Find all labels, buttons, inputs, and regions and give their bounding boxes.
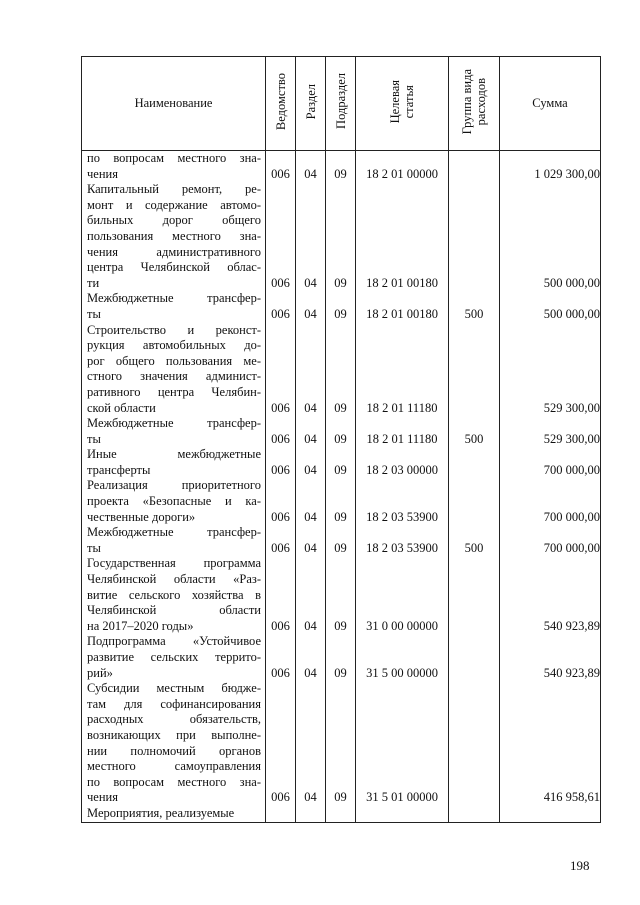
- row-podrazdel: 09: [326, 291, 356, 322]
- row-name-line: Межбюджетные трансфер-: [87, 291, 261, 306]
- row-sum: 1 029 300,00: [500, 151, 601, 183]
- row-sum: 540 923,89: [500, 556, 601, 634]
- table-row: [82, 806, 601, 822]
- row-name-line: расходных обязательств,: [87, 712, 261, 727]
- row-name-line: Межбюджетные трансфер-: [87, 416, 261, 431]
- row-sum: 416 958,61: [500, 681, 601, 806]
- budget-table: [81, 56, 601, 823]
- row-group: [449, 681, 500, 806]
- row-vedomstvo: 006: [266, 447, 296, 478]
- row-razdel: 04: [296, 151, 326, 183]
- row-name-line: бильных дорог общего: [87, 213, 261, 228]
- row-podrazdel: 09: [326, 151, 356, 183]
- row-vedomstvo: 006: [266, 525, 296, 556]
- row-target: 31 5 00 00000: [356, 634, 449, 681]
- row-razdel: 04: [296, 447, 326, 478]
- row-target: 31 5 01 00000: [356, 681, 449, 806]
- table-row: [82, 416, 601, 447]
- row-group: [449, 806, 500, 822]
- row-name-line: ты: [87, 431, 101, 446]
- row-name-line: нии полномочий органов: [87, 743, 261, 758]
- row-name-line: рукция автомобильных до-: [87, 338, 261, 353]
- row-name-line: Подпрограмма «Устойчивое: [87, 634, 261, 649]
- row-name-line: на 2017–2020 годы»: [87, 618, 194, 633]
- row-target: 18 2 01 00180: [356, 182, 449, 291]
- row-name-line: чения административного: [87, 244, 261, 259]
- table-row: [82, 151, 601, 183]
- header-name: Наименование: [82, 57, 266, 151]
- page-number: 198: [570, 858, 590, 873]
- row-name-cell: [82, 806, 266, 822]
- header-razdel: Раздел: [296, 57, 326, 151]
- row-vedomstvo: 006: [266, 556, 296, 634]
- row-target: 18 2 03 00000: [356, 447, 449, 478]
- row-group: 500: [449, 525, 500, 556]
- row-vedomstvo: 006: [266, 151, 296, 183]
- header-target: Целевая статья: [356, 57, 449, 151]
- row-name-line: ративного центра Челябин-: [87, 384, 261, 399]
- row-name-cell: [82, 416, 266, 447]
- row-name-cell: [82, 291, 266, 322]
- row-razdel: [296, 806, 326, 822]
- row-name-line: Капитальный ремонт, ре-: [87, 182, 261, 197]
- row-group: [449, 323, 500, 417]
- row-target: 18 2 01 00000: [356, 151, 449, 183]
- row-name-line: ты: [87, 540, 101, 555]
- row-name-cell: [82, 323, 266, 417]
- row-razdel: 04: [296, 556, 326, 634]
- row-vedomstvo: 006: [266, 634, 296, 681]
- row-name-line: рий»: [87, 665, 113, 680]
- row-name-cell: [82, 447, 266, 478]
- table-body: [82, 151, 601, 823]
- row-target: 31 0 00 00000: [356, 556, 449, 634]
- row-name-cell: [82, 525, 266, 556]
- table-header-row: [82, 57, 601, 151]
- row-razdel: 04: [296, 416, 326, 447]
- row-name-line: ты: [87, 306, 101, 321]
- row-podrazdel: 09: [326, 478, 356, 525]
- row-razdel: 04: [296, 525, 326, 556]
- row-group: 500: [449, 416, 500, 447]
- row-group: [449, 634, 500, 681]
- row-target: 18 2 03 53900: [356, 525, 449, 556]
- row-name-line: витие сельского хозяйства в: [87, 587, 261, 602]
- row-podrazdel: 09: [326, 556, 356, 634]
- row-name-line: по вопросам местного зна-: [87, 774, 261, 789]
- row-vedomstvo: 006: [266, 182, 296, 291]
- row-name-cell: [82, 556, 266, 634]
- row-sum: 529 300,00: [500, 416, 601, 447]
- row-name-line: Строительство и реконст-: [87, 322, 261, 337]
- row-sum: 540 923,89: [500, 634, 601, 681]
- row-sum: 700 000,00: [500, 525, 601, 556]
- row-name-line: чения: [87, 166, 118, 181]
- table-row: [82, 447, 601, 478]
- row-name-line: по вопросам местного зна-: [87, 151, 261, 165]
- row-name-cell: [82, 478, 266, 525]
- row-razdel: 04: [296, 478, 326, 525]
- row-razdel: 04: [296, 634, 326, 681]
- header-vedomstvo: Ведомство: [266, 57, 296, 151]
- row-target: 18 2 01 11180: [356, 323, 449, 417]
- row-name-line: там для софинансирования: [87, 696, 261, 711]
- row-name-line: центра Челябинской облас-: [87, 260, 261, 275]
- row-group: [449, 478, 500, 525]
- row-razdel: 04: [296, 681, 326, 806]
- row-podrazdel: 09: [326, 681, 356, 806]
- row-target: 18 2 01 00180: [356, 291, 449, 322]
- row-name-line: Субсидии местным бюдже-: [87, 681, 261, 696]
- row-vedomstvo: 006: [266, 681, 296, 806]
- row-name-line: чения: [87, 790, 118, 805]
- row-name-line: Государственная программа: [87, 556, 261, 571]
- row-vedomstvo: 006: [266, 323, 296, 417]
- row-vedomstvo: 006: [266, 478, 296, 525]
- table-row: [82, 291, 601, 322]
- row-podrazdel: [326, 806, 356, 822]
- table-row: [82, 478, 601, 525]
- table-row: [82, 634, 601, 681]
- row-name-line: рог общего пользования ме-: [87, 353, 261, 368]
- row-name-cell: [82, 634, 266, 681]
- row-name-line: пользования местного зна-: [87, 228, 261, 243]
- row-podrazdel: 09: [326, 416, 356, 447]
- row-group: [449, 556, 500, 634]
- row-razdel: 04: [296, 182, 326, 291]
- table-row: [82, 525, 601, 556]
- row-name-line: Челябинской области «Раз-: [87, 572, 261, 587]
- row-name-line: развитие сельских террито-: [87, 650, 261, 664]
- row-name-line: Иные межбюджетные: [87, 447, 261, 462]
- row-razdel: 04: [296, 291, 326, 322]
- table-row: [82, 182, 601, 291]
- row-target: 18 2 01 11180: [356, 416, 449, 447]
- row-target: [356, 806, 449, 822]
- row-sum: 700 000,00: [500, 447, 601, 478]
- header-podrazdel: Подраздел: [326, 57, 356, 151]
- row-name-line: ской области: [87, 400, 156, 415]
- row-name-cell: [82, 681, 266, 806]
- row-name-line: Реализация приоритетного: [87, 478, 261, 493]
- row-vedomstvo: 006: [266, 291, 296, 322]
- row-name-cell: [82, 182, 266, 291]
- row-name-line: Мероприятия, реализуемые: [87, 805, 235, 820]
- row-podrazdel: 09: [326, 323, 356, 417]
- row-name-line: ти: [87, 275, 100, 290]
- row-name-line: проекта «Безопасные и ка-: [87, 494, 261, 509]
- row-podrazdel: 09: [326, 525, 356, 556]
- row-name-line: Челябинской области: [87, 603, 261, 618]
- row-target: 18 2 03 53900: [356, 478, 449, 525]
- row-podrazdel: 09: [326, 182, 356, 291]
- row-group: [449, 151, 500, 183]
- row-sum: 500 000,00: [500, 291, 601, 322]
- row-group: [449, 447, 500, 478]
- row-vedomstvo: [266, 806, 296, 822]
- row-group: [449, 182, 500, 291]
- row-podrazdel: 09: [326, 634, 356, 681]
- row-name-line: местного самоуправления: [87, 759, 261, 774]
- row-sum: 700 000,00: [500, 478, 601, 525]
- row-name-line: стного значения админист-: [87, 369, 261, 384]
- table-row: [82, 556, 601, 634]
- row-razdel: 04: [296, 323, 326, 417]
- table-row: [82, 681, 601, 806]
- row-sum: 500 000,00: [500, 182, 601, 291]
- header-group: Группа вида расходов: [449, 57, 500, 151]
- table-row: [82, 323, 601, 417]
- row-vedomstvo: 006: [266, 416, 296, 447]
- row-name-line: монт и содержание автомо-: [87, 197, 261, 212]
- row-name-line: Межбюджетные трансфер-: [87, 525, 261, 540]
- row-group: 500: [449, 291, 500, 322]
- row-name-line: трансферты: [87, 462, 151, 477]
- row-sum: 529 300,00: [500, 323, 601, 417]
- row-sum: [500, 806, 601, 822]
- row-name-line: возникающих при выполне-: [87, 727, 261, 742]
- row-name-cell: [82, 151, 266, 183]
- header-sum: Сумма: [500, 57, 601, 151]
- row-podrazdel: 09: [326, 447, 356, 478]
- row-name-line: чественные дороги»: [87, 509, 196, 524]
